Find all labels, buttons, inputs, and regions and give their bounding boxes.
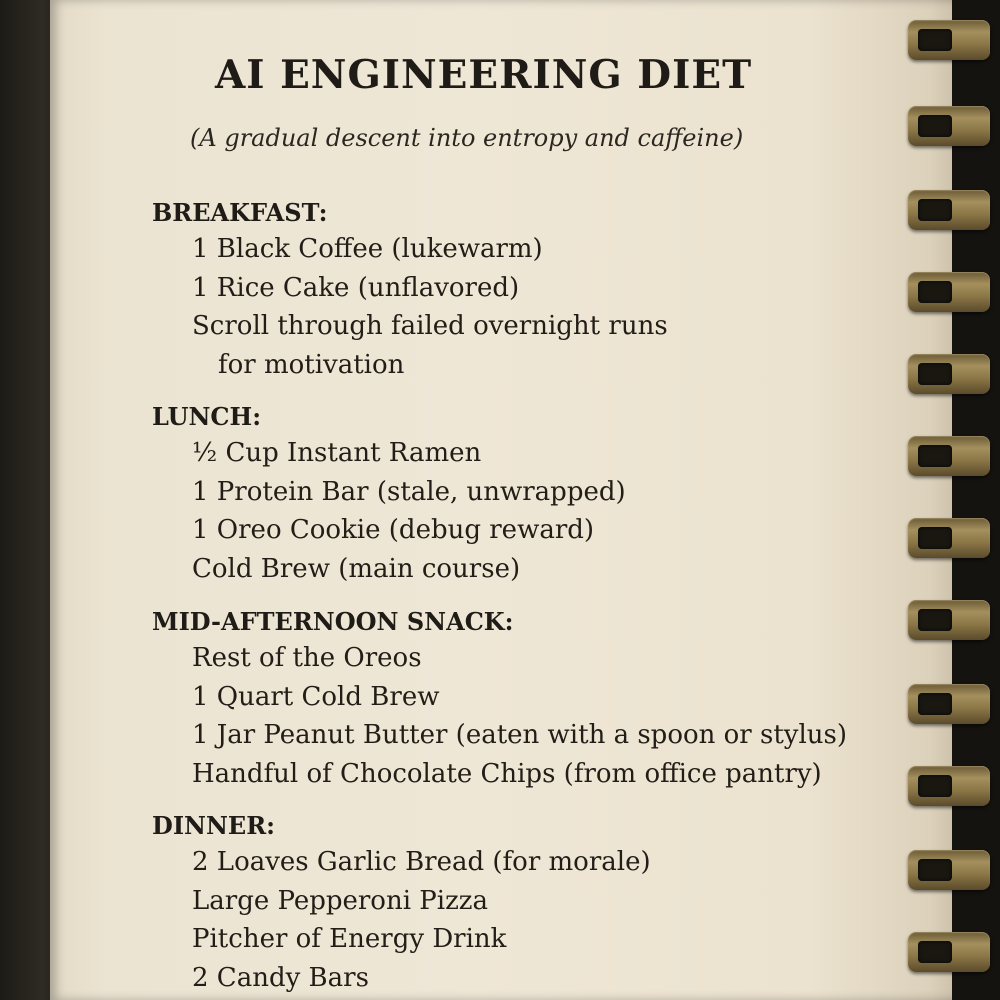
list-item: Rest of the Oreos — [192, 643, 422, 673]
list-item: 1 Black Coffee (lukewarm) — [192, 234, 543, 264]
binding-ring — [908, 850, 990, 890]
list-item: 2 Loaves Garlic Bread (for morale) — [192, 847, 651, 877]
section-lunch — [152, 400, 892, 589]
list-item: 2 Candy Bars — [192, 963, 369, 994]
page-title: AI ENGINEERING DIET — [215, 52, 753, 98]
binding-ring — [908, 518, 990, 558]
list-item: 1 Protein Bar (stale, unwrapped) — [192, 476, 626, 507]
binding-ring — [908, 20, 990, 60]
section-heading: LUNCH: — [152, 402, 262, 431]
section-heading: BREAKFAST: — [152, 198, 328, 227]
list-item: Handful of Chocolate Chips (from office pantry) — [192, 759, 822, 790]
page-subtitle: (A gradual descent into entropy and caffeine) — [190, 124, 744, 152]
list-item: 1 Jar Peanut Butter (eaten with a spoon or stylus) — [192, 720, 848, 751]
binding-ring — [908, 600, 990, 640]
section-mid-afternoon-snack — [152, 605, 892, 794]
list-item: 1 Rice Cake (unflavored) — [192, 272, 520, 303]
section-dinner — [152, 809, 892, 998]
binding-ring — [908, 106, 990, 146]
binding-ring — [908, 190, 990, 230]
list-item: Pitcher of Energy Drink — [192, 924, 507, 955]
list-item: ½ Cup Instant Ramen — [192, 438, 482, 468]
binding-ring — [908, 354, 990, 394]
section-heading: DINNER: — [152, 811, 276, 840]
list-item: for motivation — [218, 350, 405, 381]
spiral-binding-icon — [952, 0, 1000, 1000]
list-item: 1 Oreo Cookie (debug reward) — [192, 515, 595, 546]
section-breakfast — [152, 196, 892, 385]
list-item: 1 Quart Cold Brew — [192, 681, 440, 712]
list-item: Scroll through failed overnight runs — [192, 311, 668, 342]
binding-ring — [908, 436, 990, 476]
binding-ring — [908, 766, 990, 806]
list-item: Cold Brew (main course) — [192, 554, 521, 585]
binding-ring — [908, 932, 990, 972]
list-item: Large Pepperoni Pizza — [192, 885, 488, 916]
binding-ring — [908, 684, 990, 724]
section-heading: MID-AFTERNOON SNACK: — [152, 607, 514, 636]
binding-ring — [908, 272, 990, 312]
